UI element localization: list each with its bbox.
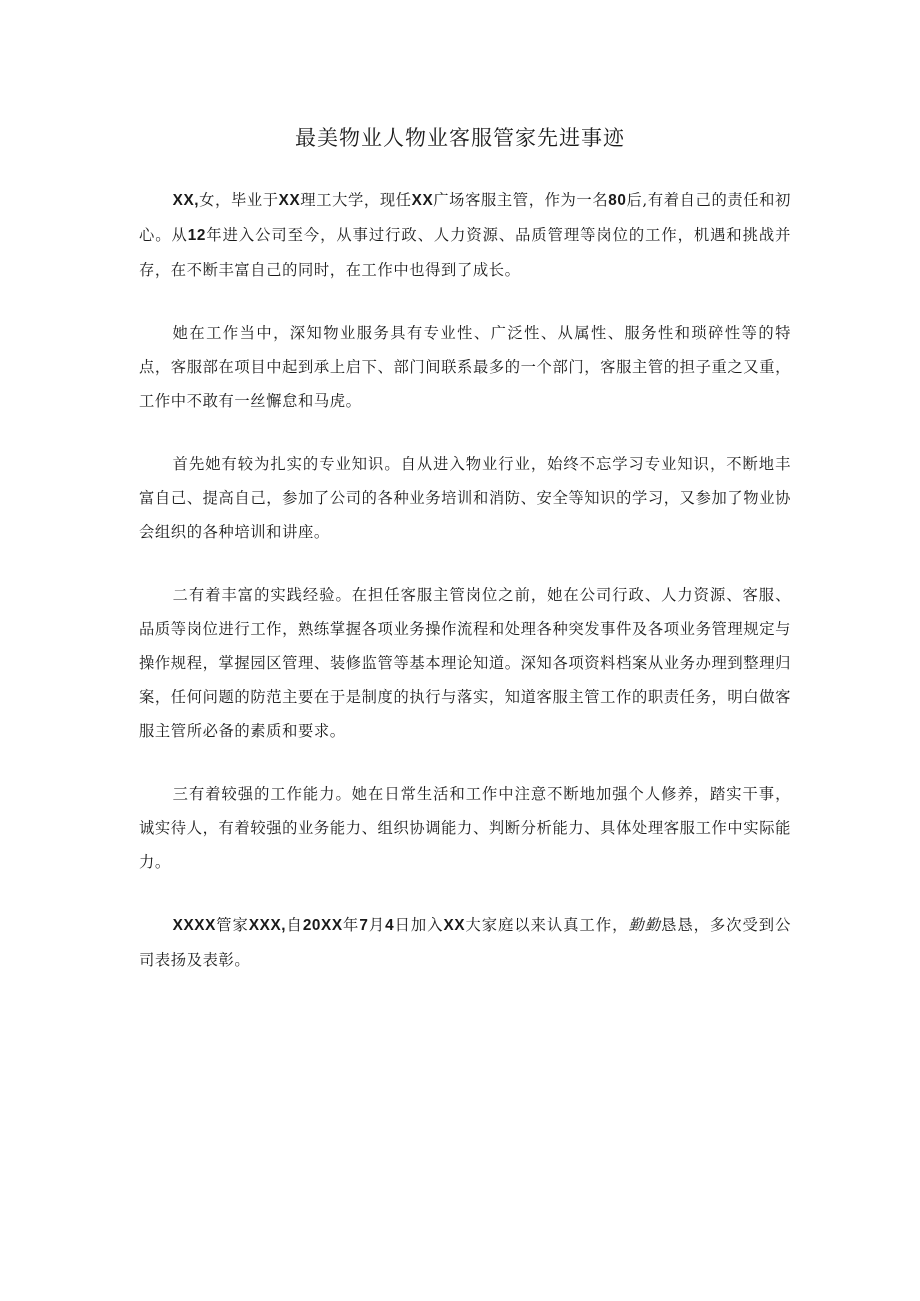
- paragraph-work-ability: 三有着较强的工作能力。她在日常生活和工作中注意不断地加强个人修养，踏实干事，诚实待人，有着较强的业务能力、组织协调能力、判断分析能力、具体处理客服工作中实际能力。: [139, 785, 791, 871]
- document-body: [139, 183, 791, 1006]
- document-title: 最美物业人物业客服管家先进事迹: [295, 126, 625, 150]
- paragraph-conclusion: XXXX管家XXX,自20XX年7月4日加入XX大家庭以来认真工作，勤勤恳恳，多次受到公司表扬及表彰。: [139, 916, 791, 969]
- paragraph-intro: XX,女，毕业于XX理工大学，现任XX广场客服主管，作为一名80后,有着自己的责任和初心。从12年进入公司至今，从事过行政、人力资源、品质管理等岗位的工作，机遇和挑战并存，在不断丰富自己的同时，在工作中也得到了成长。: [139, 191, 791, 279]
- name-placeholder: XX,: [172, 192, 200, 209]
- paragraph-practical-experience: 二有着丰富的实践经验。在担任客服主管岗位之前，她在公司行政、人力资源、客服、品质等岗位进行工作，熟练掌握各项业务操作流程和处理各种突发事件及各项业务管理规定与操作规程，掌握园区管理、装修监管等基本理论知道。深知各项资料档案从业务办理到整理归案，任何问题的防范主要在于是制度的执行与落实，知道客服主管工作的职责任务，明白做客服主管所必备的素质和要求。: [139, 586, 791, 740]
- paragraph-work-understanding: 她在工作当中，深知物业服务具有专业性、广泛性、从属性、服务性和琐碎性等的特点，客服部在项目中起到承上启下、部门间联系最多的一个部门，客服主管的担子重之又重，工作中不敢有一丝懈怠和马虎。: [139, 324, 791, 410]
- paragraph-professional-knowledge: 首先她有较为扎实的专业知识。自从进入物业行业，始终不忘学习专业知识，不断地丰富自己、提高自己，参加了公司的各种业务培训和消防、安全等知识的学习，又参加了物业协会组织的各种培训和讲座。: [139, 455, 791, 541]
